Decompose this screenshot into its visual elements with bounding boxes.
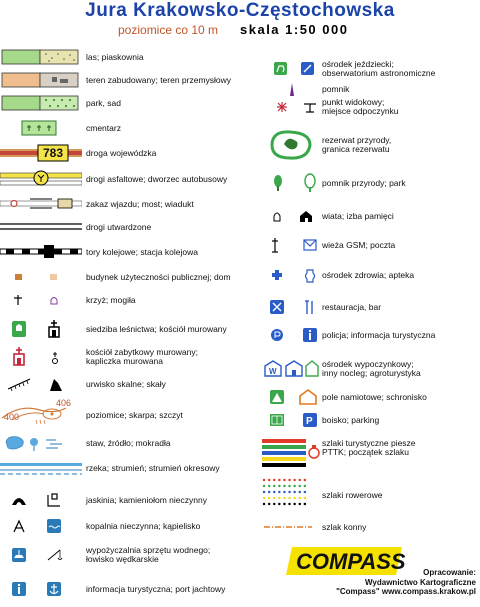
- legend-row-cemetery: [0, 117, 262, 139]
- legend-label-line1: punkt widokowy;: [322, 97, 385, 107]
- legend-label: kopalnia nieczynna; kąpielisko: [86, 520, 201, 531]
- legend-row-health: [262, 264, 480, 286]
- legend-row-police: [262, 324, 480, 346]
- legend-row-horse-riding: [262, 58, 480, 80]
- legend-label-line2: obserwatorium astronomiczne: [322, 68, 436, 78]
- legend-label: budynek użyteczności publicznej; dom: [86, 271, 231, 282]
- hiking-trails-symbol: [262, 437, 322, 471]
- legend-label: wieża GSM; poczta: [322, 239, 396, 250]
- credits-website: "Compass" www.compass.krakow.pl: [336, 587, 476, 596]
- credits-heading: Opracowanie:: [423, 568, 476, 577]
- legend-label: zakaz wjazdu; most; wiadukt: [86, 198, 194, 209]
- map-legend-title: Jura Krakowsko-Częstochowska: [85, 0, 395, 21]
- legend-label: restauracja, bar: [322, 301, 382, 312]
- shelter-memorial-icon: [262, 205, 320, 227]
- legend-row-cross-grave: [0, 289, 262, 311]
- pond-spring-marsh-symbol: [0, 432, 82, 454]
- park-orchard-symbol: [0, 92, 82, 114]
- legend-row-nature-reserve: [262, 134, 480, 156]
- historic-church-chapel-icon: [0, 346, 82, 368]
- railway-symbol: [0, 241, 82, 263]
- legend-row-asphalt-roads: [0, 168, 262, 190]
- legend-row-railway: [0, 241, 262, 263]
- cave-quarry-icon: [0, 489, 82, 511]
- legend-row-tourist-info-marina: [0, 578, 262, 600]
- legend-row-natural-monument: [262, 172, 480, 194]
- legend-row-water-rental: [0, 544, 262, 566]
- police-tourist-info-icon: [262, 324, 320, 346]
- legend-row-paved-roads: [0, 216, 262, 238]
- holiday-centre-lodging-icon: [262, 358, 320, 380]
- legend-label-line1: wypożyczalnia sprzętu wodnego;: [86, 545, 211, 555]
- contour-label-400: 400: [4, 412, 20, 422]
- cross-grave-icon: [0, 289, 82, 311]
- contour-interval-note: poziomice co 10 m: [118, 23, 219, 37]
- road-number-badge: 783: [42, 146, 64, 160]
- water-rental-fishing-icon: [0, 544, 82, 566]
- legend-row-sports-parking: [262, 409, 480, 431]
- legend-label: rzeka; strumień; strumień okresowy: [86, 462, 220, 473]
- svg-text:W: W: [269, 367, 277, 376]
- legend-label: boisko; parking: [322, 414, 380, 425]
- cemetery-symbol: [0, 117, 82, 139]
- publisher-credits: [290, 568, 476, 597]
- bike-trails-symbol: [262, 476, 320, 512]
- legend-label-line1: szlaki turystyczne piesze: [322, 438, 416, 448]
- legend-row-restaurant: [262, 296, 480, 318]
- legend-row-contours: [0, 400, 262, 422]
- legend-row-public-building: [0, 266, 262, 288]
- legend-row-forest: [0, 46, 262, 68]
- legend-label-line1: ośrodek wypoczynkowy;: [322, 359, 414, 369]
- tourist-info-marina-icon: [0, 578, 82, 600]
- legend-row-holiday-centre: [262, 358, 480, 380]
- legend-row-built-area: [0, 69, 262, 91]
- legend-label: szlaki rowerowe: [322, 489, 383, 500]
- legend-label: pole namiotowe; schronisko: [322, 391, 427, 402]
- legend-row-regional-road: [0, 142, 262, 164]
- legend-label: droga wojewódzka: [86, 147, 157, 158]
- legend-label-line2: PTTK; początek szlaku: [322, 447, 409, 457]
- cliff-rocks-symbol: [0, 373, 82, 395]
- legend-row-forestry-church: [0, 318, 262, 340]
- legend-row-no-entry: [0, 193, 262, 215]
- gsm-tower-post-icon: [262, 234, 320, 256]
- legend-label: drogi utwardzone: [86, 221, 152, 232]
- credits-publisher: Wydawnictwo Kartograficzne: [365, 577, 476, 587]
- legend-label-line1: ośrodek jeździecki;: [322, 59, 394, 69]
- legend-row-water: [0, 432, 262, 454]
- legend-label-line2: łowisko wędkarskie: [86, 554, 159, 564]
- natural-monument-park-icon: [262, 172, 320, 194]
- legend-label-line2: inny nocleg; agroturystyka: [322, 368, 421, 378]
- legend-row-cave-quarry: [0, 489, 262, 511]
- viewpoint-rest-icon: [262, 96, 320, 118]
- legend-row-bike-trails: [262, 484, 480, 506]
- legend-row-cliff-rocks: [0, 373, 262, 395]
- restaurant-bar-icon: [262, 296, 320, 318]
- sports-field-parking-icon: [262, 409, 320, 431]
- legend-row-hiking-trails: [262, 437, 480, 459]
- legend-label: teren zabudowany; teren przemysłowy: [86, 74, 232, 85]
- legend-label-line1: rezerwat przyrody,: [322, 135, 392, 145]
- river-stream-symbol: [0, 457, 82, 479]
- summit-label-406: 406: [56, 398, 72, 408]
- legend-label: szlak konny: [322, 521, 367, 532]
- paved-road-symbol: [0, 216, 82, 238]
- compass-logo-text: COMPASS: [296, 549, 406, 574]
- legend-label: staw, źródło; mokradła: [86, 437, 171, 448]
- legend-row-shelter: [262, 205, 480, 227]
- legend-label: urwisko skalne; skały: [86, 378, 166, 389]
- legend-label: tory kolejowe; stacja kolejowa: [86, 246, 198, 257]
- legend-row-horse-trail: [262, 516, 480, 538]
- horse-riding-observatory-icon: [262, 58, 320, 80]
- legend-label: pomnik przyrody; park: [322, 177, 406, 188]
- campsite-hostel-icon: [262, 386, 320, 408]
- legend-label-line1: kościół zabytkowy murowany;: [86, 347, 198, 357]
- legend-label: siedziba leśnictwa; kościół murowany: [86, 323, 227, 334]
- no-entry-bridge-symbol: [0, 193, 82, 215]
- asphalt-road-symbol: [0, 168, 82, 190]
- legend-row-park: [0, 92, 262, 114]
- forest-sandpit-symbol: [0, 46, 82, 68]
- legend-label: drogi asfaltowe; dworzec autobusowy: [86, 173, 228, 184]
- svg-text:P: P: [306, 416, 313, 427]
- mine-swimming-icon: [0, 515, 82, 537]
- legend-label-line2: kapliczka murowana: [86, 356, 164, 366]
- map-scale: skala 1:50 000: [240, 22, 349, 37]
- legend-label: pomnik: [322, 83, 350, 94]
- legend-label: ośrodek zdrowia; apteka: [322, 269, 415, 280]
- public-building-house-symbol: [0, 266, 82, 288]
- legend-row-mine-swimming: [0, 515, 262, 537]
- horse-trail-symbol: [262, 516, 320, 538]
- legend-label-line2: granica rezerwatu: [322, 144, 390, 154]
- legend-label: informacja turystyczna; port jachtowy: [86, 583, 226, 594]
- legend-label: jaskinia; kamieniołom nieczynny: [86, 494, 207, 505]
- legend-row-historic-church: [0, 346, 262, 368]
- legend-row-campsite: [262, 386, 480, 408]
- legend-label: park, sad: [86, 97, 121, 108]
- legend-row-gsm-post: [262, 234, 480, 256]
- legend-label: krzyż; mogiła: [86, 294, 136, 305]
- nature-reserve-symbol: [262, 128, 320, 150]
- forestry-church-icon: [0, 318, 82, 340]
- legend-label: policja; informacja turystyczna: [322, 329, 436, 340]
- legend-label: wiata; izba pamięci: [322, 210, 394, 221]
- legend-row-rivers: [0, 457, 262, 479]
- legend-label: poziomice; skarpa; szczyt: [86, 409, 183, 420]
- legend-label-line2: miejsce odpoczynku: [322, 106, 399, 116]
- legend-label: cmentarz: [86, 122, 121, 133]
- legend-label: las; piaskownia: [86, 51, 144, 62]
- built-area-symbol: [0, 69, 82, 91]
- legend-row-viewpoint: [262, 96, 480, 118]
- health-pharmacy-icon: [262, 264, 320, 286]
